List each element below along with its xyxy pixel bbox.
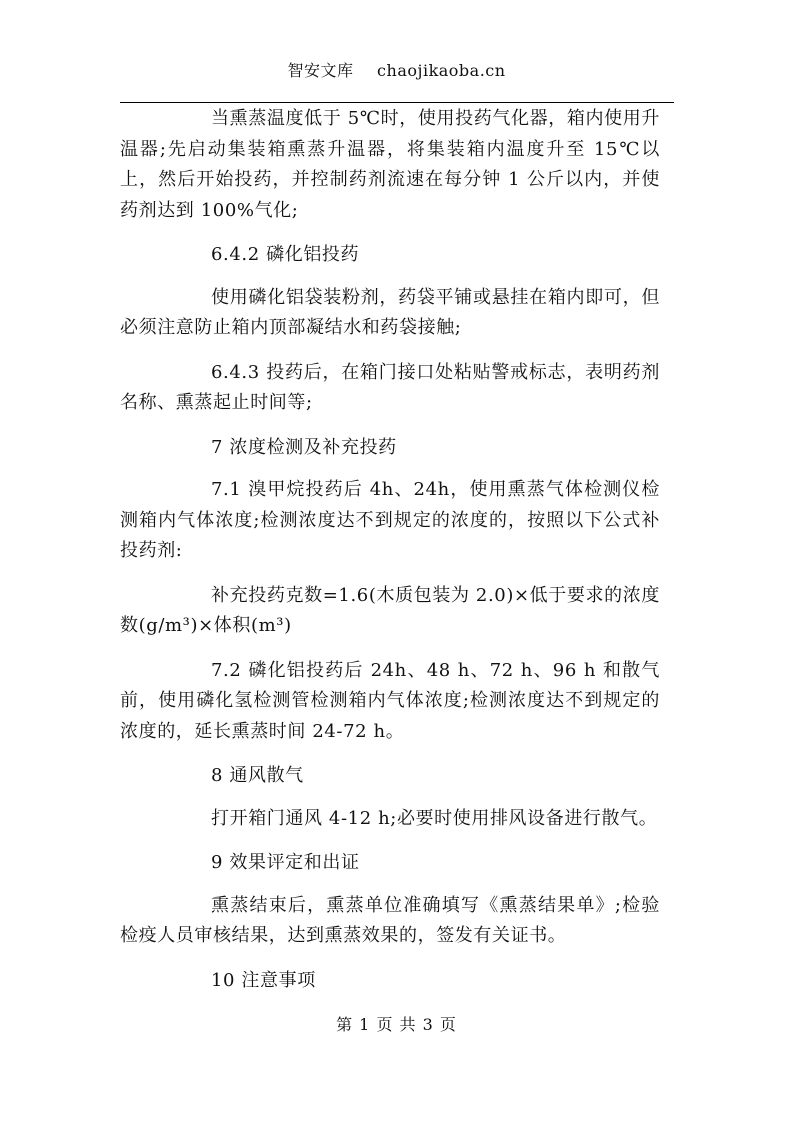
paragraph-ventilation: 打开箱门通风 4-12 h;必要时使用排风设备进行散气。 [211, 807, 658, 829]
page-number: 第 1 页 共 3 页 [336, 1015, 457, 1034]
section-heading-7: 7 浓度检测及补充投药 [211, 436, 397, 458]
section-heading-10: 10 注意事项 [211, 969, 316, 991]
paragraph-6-4-3: 6.4.3 投药后，在箱门接口处粘贴警戒标志，表明药剂名称、熏蒸起止时间等; [120, 361, 660, 413]
paragraph-aluminum-phosphide: 使用磷化铝袋装粉剂，药袋平铺或悬挂在箱内即可，但必须注意防止箱内顶部凝结水和药袋接触; [120, 286, 660, 338]
header-divider [120, 102, 674, 103]
section-heading-8: 8 通风散气 [211, 765, 304, 786]
paragraph-result-certification: 熏蒸结束后，熏蒸单位准确填写《熏蒸结果单》;检验检疫人员审核结果，达到熏蒸效果的，签发有关证书。 [120, 894, 660, 946]
paragraph-fumigation-temperature: 当熏蒸温度低于 5℃时，使用投药气化器，箱内使用升温器;先启动集装箱熏蒸升温器，将集装箱内温度升至 15℃以上，然后开始投药，并控制药剂流速在每分钟 1 公斤以内，并使药剂达到 100%气化; [120, 108, 660, 221]
document-body [120, 104, 660, 1008]
section-heading-9: 9 效果评定和出证 [211, 852, 360, 873]
paragraph-7-1: 7.1 溴甲烷投药后 4h、24h，使用熏蒸气体检测仪检测箱内气体浓度;检测浓度达不到规定的浓度的，按照以下公式补投药剂: [120, 479, 660, 561]
page-header [0, 58, 793, 81]
section-heading-6-4-2: 6.4.2 磷化铝投药 [211, 244, 360, 265]
site-name: 智安文库 [287, 61, 354, 80]
paragraph-7-2: 7.2 磷化铝投药后 24h、48 h、72 h、96 h 和散气前，使用磷化氢检测管检测箱内气体浓度;检测浓度达不到规定的浓度的，延长熏蒸时间 24-72 h。 [120, 659, 660, 742]
site-url: chaojikaoba.cn [377, 61, 506, 80]
paragraph-formula: 补充投药克数=1.6(木质包装为 2.0)×低于要求的浓度数(g/m³)×体积(m³) [120, 584, 660, 636]
